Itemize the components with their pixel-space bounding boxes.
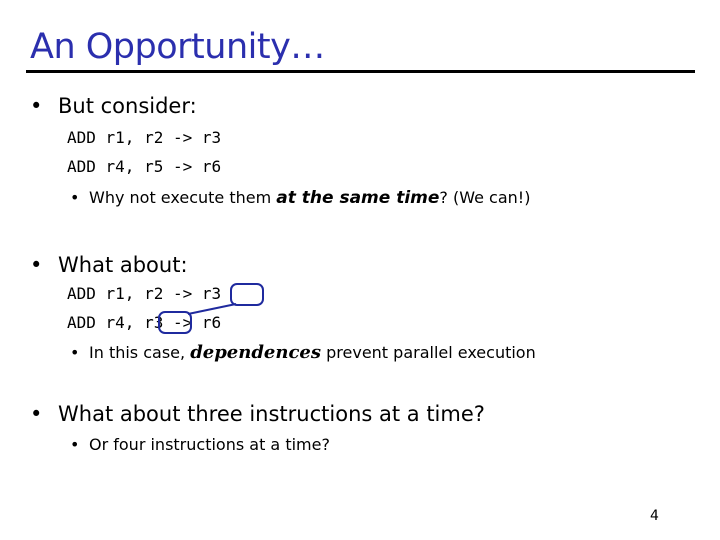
dependency-register-source: r3	[144, 313, 164, 332]
bullet-text: But consider:	[58, 94, 197, 118]
bullet-dot: •	[30, 253, 43, 277]
dependency-connector-line	[188, 304, 236, 314]
sub-bullet-text: Or four instructions at a time?	[89, 435, 330, 454]
sub-bullet-dot: •	[70, 435, 80, 454]
bullet-text: What about:	[58, 253, 188, 277]
sub-bullet-text-suffix: prevent parallel execution	[321, 343, 536, 362]
code-line: ADD r4, r5 -> r6	[67, 157, 222, 176]
sub-bullet-text-prefix: Why not execute them	[89, 188, 277, 207]
slide-title: An Opportunity…	[30, 27, 325, 67]
bullet-three-instructions	[30, 400, 485, 428]
code-prefix: ADD r1, r2 ->	[67, 284, 202, 303]
bullet-text: What about three instructions at a time?	[58, 402, 485, 426]
bullet-dot: •	[30, 94, 43, 118]
sub-bullet-dot: •	[70, 343, 80, 362]
sub-bullet-text-prefix: In this case,	[89, 343, 191, 362]
sub-bullet-dot: •	[70, 188, 80, 207]
sub-bullet-text-suffix: ? (We can!)	[439, 188, 531, 207]
emphasis-same-time: at the same time	[276, 188, 440, 208]
dependency-register-dest: r3	[201, 284, 222, 303]
page-number: 4	[650, 508, 659, 524]
emphasis-dependences: dependences	[190, 342, 322, 363]
sub-bullet-four-instructions	[70, 434, 330, 456]
sub-bullet-dependences	[70, 342, 536, 364]
code-suffix: -> r6	[163, 313, 222, 332]
code-line: ADD r1, r2 -> r3	[67, 128, 222, 147]
bullet-dot: •	[30, 402, 43, 426]
code-prefix: ADD r4,	[67, 313, 145, 332]
